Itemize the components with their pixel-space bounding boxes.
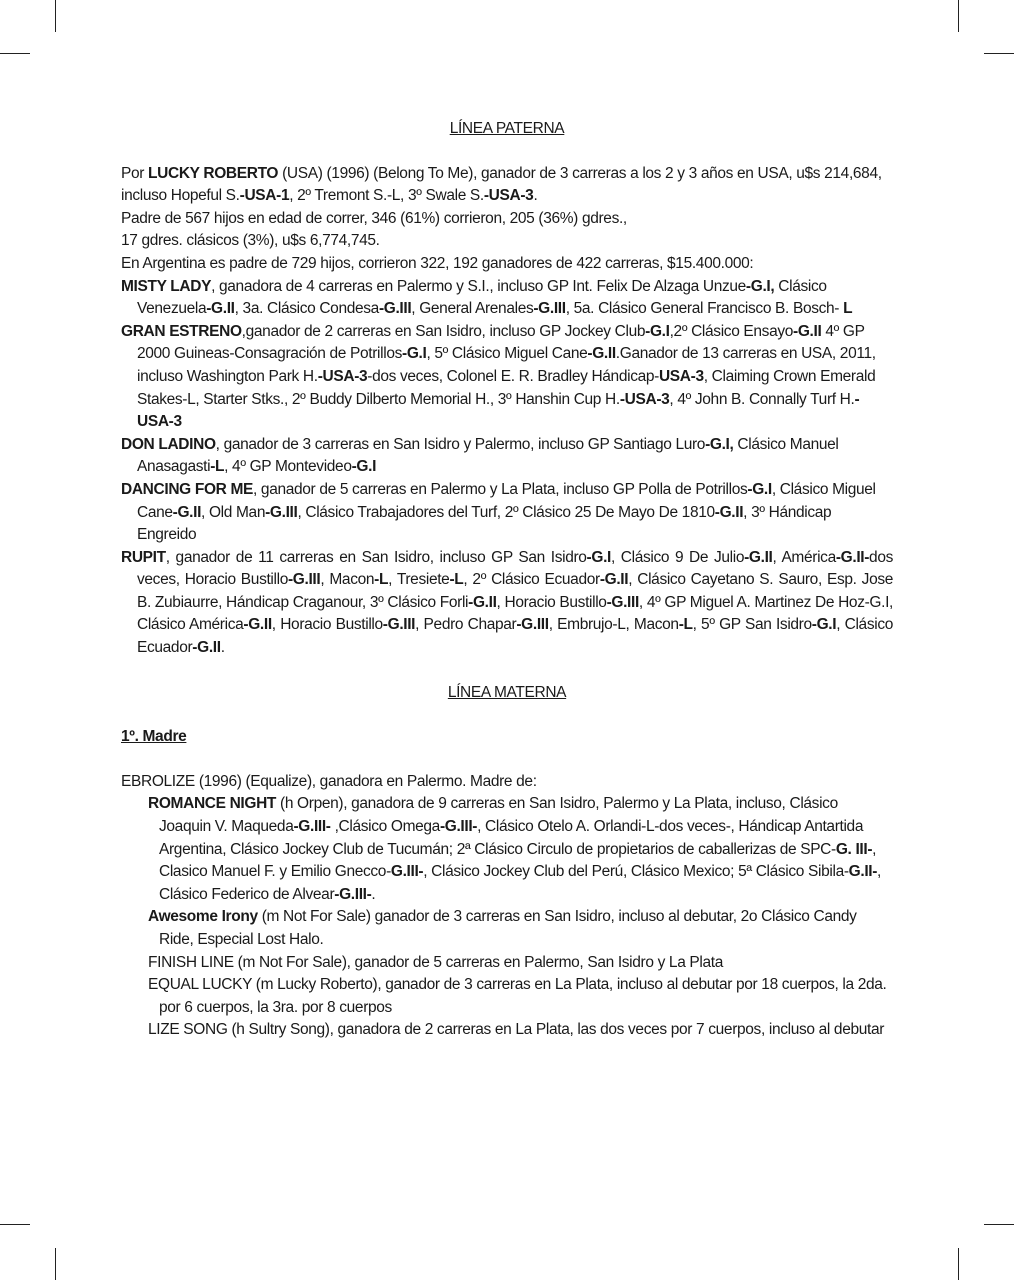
text-run: -L: [449, 571, 464, 589]
text-run: DANCING FOR ME: [121, 480, 254, 498]
text-run: , 3a. Clásico Condesa: [234, 300, 379, 318]
text-run: dos veces, Horacio Bustillo: [137, 548, 893, 589]
text-run: , 5a. Clásico General Francisco B. Bosch-: [565, 300, 844, 318]
crop-mark-bottom-left-h: [0, 1224, 30, 1225]
offspring-lize-song: LIZE SONG (h Sultry Song), ganadora de 2 carreras en La Plata, las dos veces por 7 cuerpos, incluso al debutar: [148, 1021, 885, 1039]
text-run: -G.II: [744, 548, 773, 566]
text-run: DON LADINO: [121, 435, 216, 453]
text-run: -G.III: [606, 593, 639, 611]
text-run: , Tresiete: [388, 571, 450, 589]
text-run: -G.II: [714, 503, 744, 521]
text-run: -G.I,: [705, 435, 734, 453]
text-run: -G.III: [378, 300, 412, 318]
sire-stats-argentina: En Argentina es padre de 729 hijos, corrieron 322, 192 ganadores de 422 carreras, $15.400.000:: [121, 254, 754, 272]
text-run: -G.II: [206, 300, 235, 318]
text-run: GRAN ESTRENO: [121, 322, 242, 340]
text-run: -G.I: [351, 458, 377, 476]
text-run: , 4º John B. Connally Turf H.: [669, 390, 855, 408]
text-run: ,ganador de 2 carreras en San Isidro, incluso GP Jockey Club: [241, 322, 646, 340]
text-run: , Clásico Cayetano S. Sauro, Esp. Jose B. Zubiaurre, Hándicap Craganour, 3º Clásico Forli: [137, 571, 894, 611]
text-run: -G.III-: [334, 885, 372, 903]
text-run: , Claiming Crown Emerald Stakes-L, Starter Stks., 2º Buddy Dilberto Memorial H., 3º Hanshin Cup H.: [137, 367, 876, 408]
text-run: , Old Man: [201, 503, 266, 521]
text-run: .: [371, 885, 376, 903]
text-run: -L: [678, 616, 693, 634]
text-run: ROMANCE NIGHT: [148, 795, 277, 813]
text-run: -L: [210, 458, 225, 476]
offspring-awesome-irony: [148, 906, 893, 951]
text-run: L: [843, 300, 853, 318]
document-page: [121, 118, 893, 1042]
text-run: , Embrujo-L, Macon: [548, 616, 679, 634]
text-run: , Clásico Otelo A. Orlandi-L-dos veces-, Hándicap Antartida Argentina, Clásico Jockey Club de Tucumán; 2ª Clásico Circulo de propietarios de caballerizas de SPC-: [159, 818, 864, 858]
offspring-finish-line: FINISH LINE (m Not For Sale), ganador de 5 carreras en Palermo, San Isidro y La Plata: [148, 953, 724, 971]
crop-mark-top-right-h: [984, 53, 1014, 54]
text-run: -G.III: [516, 616, 549, 634]
text-run: Clásico Manuel Anasagasti: [137, 435, 839, 476]
dam-ebrolize: EBROLIZE (1996) (Equalize), ganadora en Palermo. Madre de:: [121, 772, 537, 790]
text-run: , General Arenales: [411, 300, 534, 318]
text-run: -G.I: [586, 548, 611, 566]
text-run: Por: [121, 164, 149, 182]
crop-mark-top-right: [958, 0, 959, 32]
text-run: .: [533, 187, 538, 205]
text-run: G.III-: [390, 863, 424, 881]
crop-mark-bottom-right-h: [984, 1224, 1014, 1225]
sire-stats-2: 17 gdres. clásicos (3%), u$s 6,774,745.: [121, 232, 380, 250]
sire-stats-1: Padre de 567 hijos en edad de correr, 346 (61%) corrieron, 205 (36%) gdres.,: [121, 209, 627, 227]
offspring-don-ladino: [121, 434, 893, 479]
text-run: , 3º Hándicap Engreido: [137, 503, 832, 544]
text-run: -G.II: [587, 345, 616, 363]
text-run: LUCKY ROBERTO: [148, 164, 279, 182]
text-run: -G.II: [793, 322, 822, 340]
text-run: -USA-3: [619, 390, 670, 408]
text-run: -G.III: [533, 300, 566, 318]
text-run: -G.II: [172, 503, 202, 521]
dam-offspring-list: [121, 793, 893, 1042]
text-run: MISTY LADY: [121, 277, 212, 295]
text-run: -G.III: [382, 616, 416, 634]
text-run: .Ganador de 13 carreras en USA, 2011, incluso Washington Park H.: [137, 345, 876, 385]
text-run: , Clásico Ecuador: [137, 616, 893, 657]
text-run: , América: [772, 548, 836, 566]
text-run: Clásico Venezuela: [137, 277, 827, 318]
text-run: , Horacio Bustillo: [271, 616, 383, 634]
heading-linea-materna: LÍNEA MATERNA: [447, 683, 567, 701]
text-run: , 5º GP San Isidro: [692, 616, 812, 634]
text-run: ,2º Clásico Ensayo: [669, 322, 794, 340]
text-run: -G.II: [192, 639, 221, 657]
text-run: , Clásico Federico de Alvear: [159, 863, 882, 903]
text-run: -G.II: [243, 616, 272, 634]
text-run: (USA) (1996) (Belong To Me), ganador de 3 carreras a los 2 y 3 años en USA, u$s 214,684, incluso Hopeful S.: [121, 164, 882, 205]
offspring-romance-night: [148, 793, 893, 906]
text-run: .: [220, 639, 225, 657]
text-run: , Macon: [320, 571, 375, 589]
text-run: Awesome Irony: [148, 908, 258, 926]
text-run: , ganador de 3 carreras en San Isidro y Palermo, incluso GP Santiago Luro: [215, 435, 706, 453]
text-run: -USA-3: [317, 367, 368, 385]
text-run: , Clásico 9 De Julio: [610, 548, 745, 566]
text-run: -G.I,: [745, 277, 775, 295]
offspring-dancing-for-me: [121, 479, 893, 547]
text-run: -G.III: [265, 503, 298, 521]
text-run: -USA-3: [137, 390, 860, 431]
text-run: -USA-3: [483, 187, 534, 205]
offspring-misty-lady: [121, 276, 893, 321]
text-run: -G.III: [287, 571, 321, 589]
text-run: G.II-: [848, 863, 878, 881]
text-run: , 2º Clásico Ecuador: [463, 571, 600, 589]
text-run: , Clásico Miguel Cane: [137, 480, 876, 521]
text-run: , Clasico Manuel F. y Emilio Gnecco-: [159, 840, 877, 881]
text-run: RUPIT: [121, 548, 166, 566]
text-run: -USA-1: [239, 187, 290, 205]
text-run: -G.III-: [293, 818, 331, 836]
crop-mark-bottom-left: [55, 1248, 56, 1280]
text-run: -G.II: [468, 593, 497, 611]
offspring-rupit: [121, 547, 893, 660]
text-run: -G.I: [645, 322, 670, 340]
text-run: -G.I: [402, 345, 427, 363]
text-run: (m Not For Sale) ganador de 3 carreras en San Isidro, incluso al debutar, 2o Clásico Candy Ride, Especial Lost Halo.: [159, 908, 857, 948]
text-run: , Horacio Bustillo: [496, 593, 607, 611]
text-run: , Clásico Trabajadores del Turf, 2º Clásico 25 De Mayo De 1810: [297, 503, 715, 521]
crop-mark-top-left-h: [0, 53, 30, 54]
text-run: ,Clásico Omega: [330, 818, 440, 836]
crop-mark-top-left: [55, 0, 56, 32]
text-run: , ganador de 5 carreras en Palermo y La Plata, incluso GP Polla de Potrillos: [253, 480, 748, 498]
text-run: , ganadora de 4 carreras en Palermo y S.I., incluso GP Int. Felix De Alzaga Unzue: [211, 277, 746, 295]
text-run: G. III-: [835, 840, 873, 858]
text-run: , Pedro Chapar: [415, 616, 517, 634]
offspring-gran-estreno: [121, 321, 893, 434]
text-run: -G.II-: [835, 548, 870, 566]
text-run: -G.III-: [439, 818, 478, 836]
text-run: -G.II: [599, 571, 629, 589]
text-run: (h Orpen), ganadora de 9 carreras en San Isidro, Palermo y La Plata, incluso, Clásico Joaquin V. Maqueda: [159, 795, 838, 836]
heading-linea-paterna: LÍNEA PATERNA: [449, 120, 565, 137]
crop-mark-bottom-right: [958, 1248, 959, 1280]
text-run: , ganador de 11 carreras en San Isidro, incluso GP San Isidro: [165, 548, 587, 566]
text-run: , 5º Clásico Miguel Cane: [426, 345, 588, 363]
text-run: -G.I: [811, 616, 837, 634]
text-run: 4º GP 2000 Guineas-Consagración de Potrillos: [137, 322, 865, 363]
text-run: , 4º GP Montevideo: [224, 458, 352, 476]
text-run: -L: [374, 571, 389, 589]
text-run: -dos veces, Colonel E. R. Bradley Hándicap-: [367, 367, 659, 385]
offspring-equal-lucky: EQUAL LUCKY (m Lucky Roberto), ganador de 3 carreras en La Plata, incluso al debutar por 18 cuerpos, la 2da. por 6 cuerpos, la 3ra. por 8 cuerpos: [148, 976, 887, 1016]
sire-intro: [121, 163, 893, 208]
section-first-dam: 1º. Madre: [121, 728, 187, 746]
text-run: -G.I: [747, 480, 772, 498]
text-run: , 2º Tremont S.-L, 3º Swale S.: [289, 187, 484, 205]
text-run: , Clásico Jockey Club del Perú, Clásico Mexico; 5ª Clásico Sibila-: [423, 863, 849, 881]
text-run: USA-3: [658, 367, 704, 385]
text-run: , 4º GP Miguel A. Martinez De Hoz-G.I, Clásico América: [137, 593, 893, 634]
